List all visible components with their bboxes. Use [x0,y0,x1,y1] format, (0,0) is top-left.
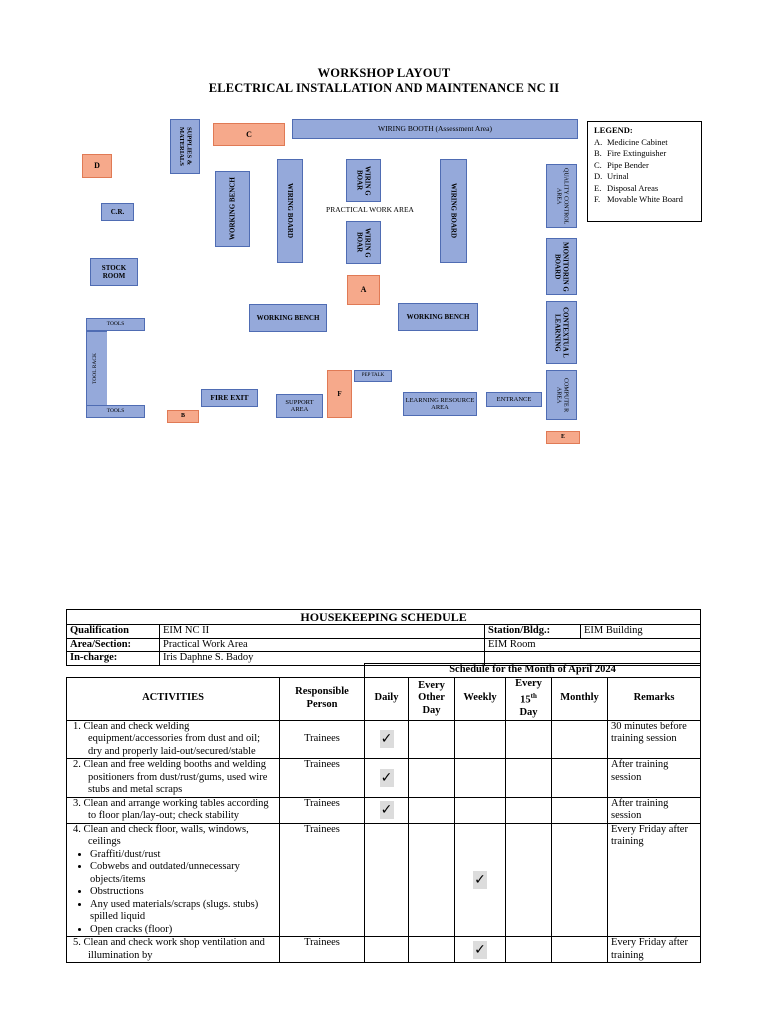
every-other-day-cell [409,759,455,798]
check-icon: ✓ [380,769,393,786]
col-remarks: Remarks [608,677,701,720]
legend-item: Fire Extinguisher [607,148,667,158]
room-value: EIM Room [485,638,701,652]
marker-e: E [546,431,580,444]
list-item: • Obstructions [90,886,276,899]
legend-item: Pipe Bender [607,159,649,170]
responsible-person: Trainees [280,759,365,798]
comfort-room: C.R. [101,203,134,221]
activity-bullets [70,849,276,937]
col-every15-sup: th [530,692,537,700]
wiring-board-right: WIRING BOARD [440,159,467,263]
learning-resource-area: LEARNING RESOURCE AREA [403,392,477,416]
legend-item: Urinal [607,171,629,181]
entrance: ENTRANCE [486,392,542,407]
responsible-person: Trainees [280,797,365,823]
check-icon: ✓ [474,871,486,888]
stock-room: STOCK ROOM [90,258,138,286]
legend-key: D. [594,171,603,181]
weekly-cell [455,797,506,823]
table-row [67,797,701,823]
month-spacer [67,664,365,678]
legend-key: A. [594,136,603,147]
activity-text: 4. Clean and check floor, walls, windows, ceilings [73,823,249,847]
wiring-board-left: WIRING BOARD [277,159,303,263]
activity-text: 2. Clean and free welding booths and welding positioners from dust/rust/gums, used wire stubs and metal scraps [73,759,268,795]
qualification-value: EIM NC II [160,625,485,639]
month-header: Schedule for the Month of April 2024 [365,664,701,678]
every-other-day-cell [409,937,455,963]
legend-key: F. [594,194,601,204]
wiring-booth: WIRING BOOTH (Assessment Area) [292,119,578,139]
contextual-learning: CONTEXTUA L LEARNING [546,301,577,364]
every-15th-cell [506,720,552,759]
legend-key: B. [594,148,602,158]
col-every-15th-day [506,677,552,720]
incharge-label: In-charge: [67,652,160,666]
marker-f: F [327,370,352,418]
col-weekly: Weekly [455,677,506,720]
quality-control-area: QUALITY CONTROL AREA [546,164,577,228]
col-daily: Daily [365,677,409,720]
pep-talk-area: PEP TALK [354,370,392,382]
responsible-person: Trainees [280,823,365,937]
weekly-cell [455,937,506,963]
monthly-cell [552,823,608,937]
every-15th-cell [506,797,552,823]
computer-area: COMPUTE R AREA [546,370,577,420]
activity-text: 3. Clean and arrange working tables according to floor plan/lay-out; check stability [73,797,269,821]
every-other-day-cell [409,720,455,759]
monthly-cell [552,937,608,963]
every-other-day-cell [409,797,455,823]
check-icon: ✓ [380,802,393,818]
monthly-cell [552,720,608,759]
col-every15-day: Day [519,707,538,718]
area-value: Practical Work Area [160,638,485,652]
marker-c: C [213,123,285,146]
marker-d: D [82,154,112,178]
monitoring-board: MONITORIN G BOARD [546,238,577,295]
activity-cell [67,937,280,963]
legend-box [587,121,702,222]
schedule-title: HOUSEKEEPING SCHEDULE [67,610,701,625]
legend-item: Medicine Cabinet [607,136,668,147]
responsible-person: Trainees [280,720,365,759]
list-item: • Graffiti/dust/rust [90,849,276,862]
daily-cell [365,797,409,823]
activity-text: 5. Clean and check work shop ventilation and illumination by [73,937,265,961]
table-row [67,823,701,937]
daily-cell [365,937,409,963]
weekly-cell [455,823,506,937]
daily-cell [365,823,409,937]
tools-top: TOOLS [86,318,145,331]
area-label: Area/Section: [67,638,160,652]
marker-b: B [167,410,199,423]
remarks-cell: After training session [608,797,701,823]
station-label: Station/Bldg.: [485,625,581,639]
schedule-grid [66,663,701,963]
weekly-cell [455,759,506,798]
list-item: • Open cracks (floor) [90,924,276,937]
working-bench-1: WORKING BENCH [249,304,327,332]
qualification-label: Qualification [67,625,160,639]
tool-rack: TOOL RACK [87,332,103,404]
incharge-value: Iris Daphne S. Badoy [160,652,485,666]
working-bench-vertical: WORKING BENCH [215,171,250,247]
list-item: • Any used materials/scraps (slugs. stubs) spilled liquid [90,899,276,924]
legend-title: LEGEND: [594,125,633,135]
page-subtitle: ELECTRICAL INSTALLATION AND MAINTENANCE NC II [208,81,560,95]
tools-bottom: TOOLS [86,405,145,418]
support-area: SUPPORT AREA [276,394,323,418]
weekly-cell [455,720,506,759]
remarks-cell: Every Friday after training [608,937,701,963]
col-every15-text: Every 15 [515,677,542,706]
marker-a: A [347,275,380,305]
fire-exit: FIRE EXIT [201,389,258,407]
supplies-materials: SUPPLIES & MATERIALS [170,119,200,174]
legend-item: Movable White Board [607,194,683,204]
activity-cell [67,823,280,937]
activity-cell [67,797,280,823]
every-15th-cell [506,823,552,937]
remarks-cell: After training session [608,759,701,798]
working-bench-2: WORKING BENCH [398,303,478,331]
check-icon: ✓ [474,941,486,958]
legend-key: E. [594,182,602,193]
col-responsible: Responsible Person [280,677,365,720]
col-activities: ACTIVITIES [67,677,280,720]
activity-cell [67,720,280,759]
daily-cell [365,759,409,798]
daily-cell [365,720,409,759]
col-monthly: Monthly [552,677,608,720]
every-other-day-cell [409,823,455,937]
table-row [67,759,701,798]
wiring-board-top: WIRIN G BOAR [346,159,381,202]
legend-item: Disposal Areas [607,182,659,193]
col-every-other-day: Every Other Day [409,677,455,720]
practical-work-area: PRACTICAL WORK AREA [326,204,414,214]
activity-text: 1. Clean and check welding equipment/accessories from dust and oil; dry and properly laid-out/secured/stable [73,720,261,757]
monthly-cell [552,797,608,823]
table-row [67,937,701,963]
page-title: WORKSHOP LAYOUT [317,66,451,80]
wiring-board-bottom: WIRIN G BOAR [346,221,381,264]
remarks-cell: 30 minutes before training session [608,720,701,759]
check-icon: ✓ [380,731,393,748]
responsible-person: Trainees [280,937,365,963]
legend-key: C. [594,159,602,170]
every-15th-cell [506,759,552,798]
monthly-cell [552,759,608,798]
station-value: EIM Building [581,625,701,639]
housekeeping-table [66,609,701,666]
list-item: • Cobwebs and outdated/unnecessary objects/items [90,861,276,886]
activity-cell [67,759,280,798]
every-15th-cell [506,937,552,963]
table-row [67,720,701,759]
remarks-cell: Every Friday after training [608,823,701,937]
